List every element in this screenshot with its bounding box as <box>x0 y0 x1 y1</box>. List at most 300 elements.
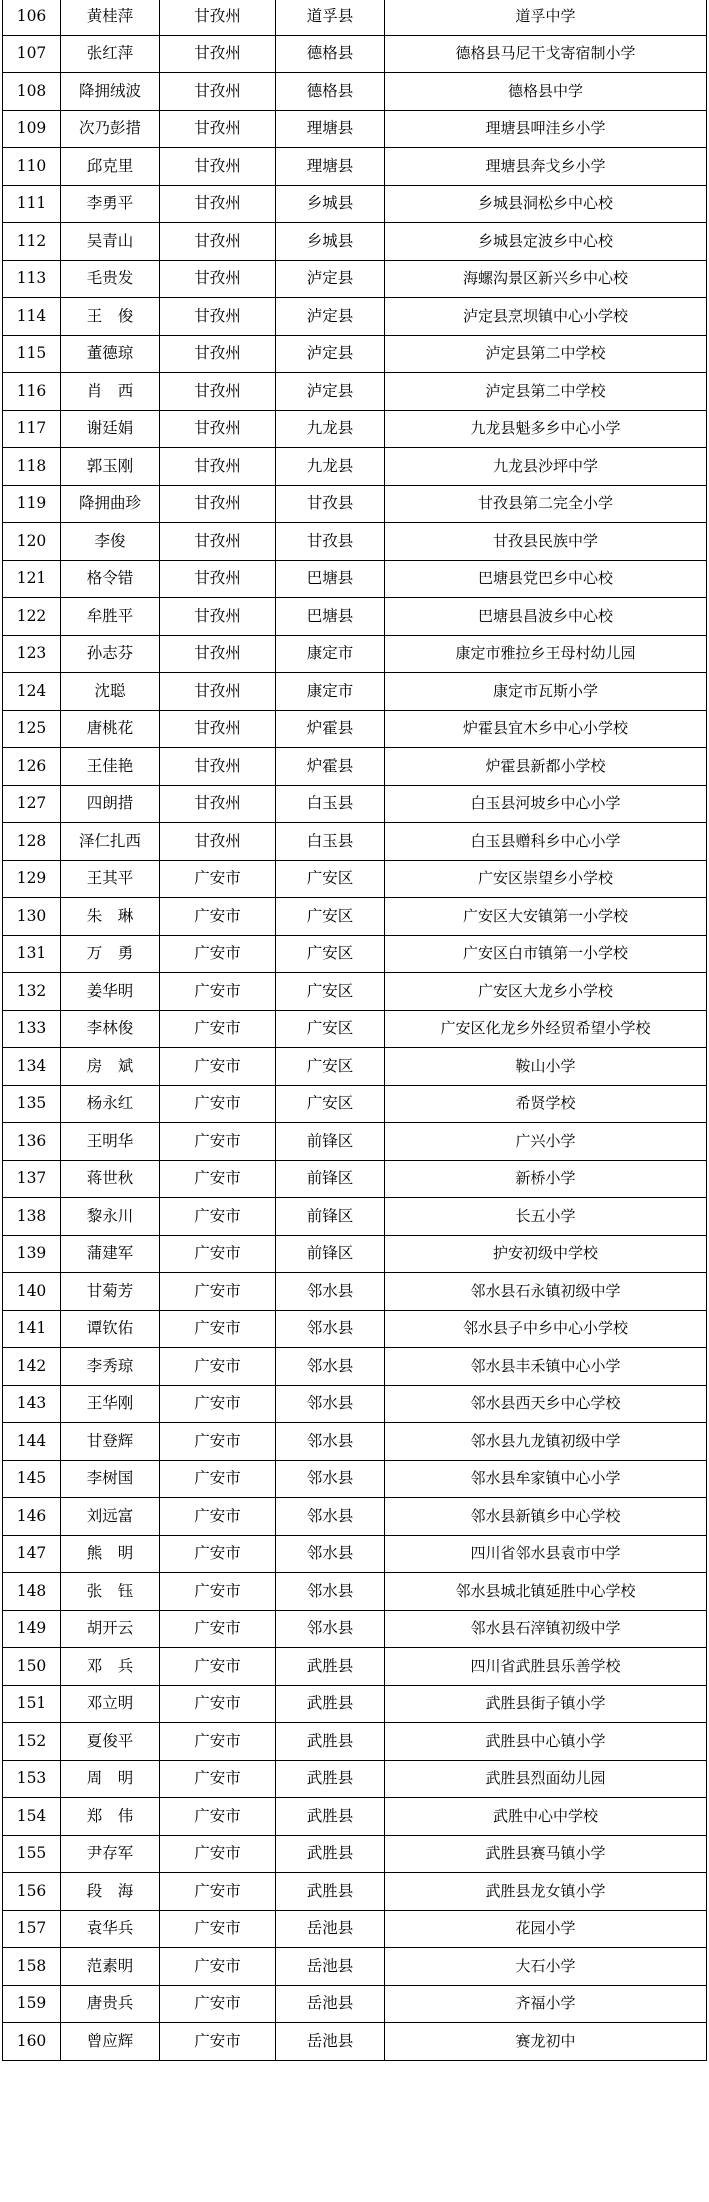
teacher-name-cell: 黄桂萍 <box>61 0 160 35</box>
school-name-cell: 乡城县洞松乡中心校 <box>385 185 707 223</box>
city-prefecture-cell: 甘孜州 <box>160 260 276 298</box>
row-number-cell: 137 <box>3 1160 61 1198</box>
row-number-cell: 109 <box>3 110 61 148</box>
row-number-cell: 140 <box>3 1273 61 1311</box>
city-prefecture-cell: 广安市 <box>160 1948 276 1986</box>
table-row <box>3 260 707 298</box>
school-name-cell: 道孚中学 <box>385 0 707 35</box>
row-number-cell: 116 <box>3 373 61 411</box>
teacher-name-cell: 牟胜平 <box>61 598 160 636</box>
school-name-cell: 武胜县中心镇小学 <box>385 1723 707 1761</box>
school-name-cell: 德格县马尼干戈寄宿制小学 <box>385 35 707 73</box>
city-prefecture-cell: 甘孜州 <box>160 298 276 336</box>
row-number-cell: 135 <box>3 1085 61 1123</box>
school-name-cell: 康定市雅拉乡王母村幼儿园 <box>385 635 707 673</box>
teacher-name-cell: 姜华明 <box>61 973 160 1011</box>
school-name-cell: 广安区大龙乡小学校 <box>385 973 707 1011</box>
county-district-cell: 邻水县 <box>276 1498 385 1536</box>
table-row <box>3 185 707 223</box>
row-number-cell: 122 <box>3 598 61 636</box>
teacher-name-cell: 谢廷娟 <box>61 410 160 448</box>
table-row <box>3 335 707 373</box>
city-prefecture-cell: 广安市 <box>160 935 276 973</box>
teacher-name-cell: 降拥曲珍 <box>61 485 160 523</box>
county-district-cell: 乡城县 <box>276 223 385 261</box>
county-district-cell: 前锋区 <box>276 1123 385 1161</box>
teacher-name-cell: 蒲建军 <box>61 1235 160 1273</box>
school-name-cell: 九龙县沙坪中学 <box>385 448 707 486</box>
teacher-name-cell: 朱 琳 <box>61 898 160 936</box>
row-number-cell: 144 <box>3 1423 61 1461</box>
county-district-cell: 前锋区 <box>276 1160 385 1198</box>
school-name-cell: 白玉县河坡乡中心小学 <box>385 785 707 823</box>
school-name-cell: 九龙县魁多乡中心小学 <box>385 410 707 448</box>
city-prefecture-cell: 广安市 <box>160 1535 276 1573</box>
row-number-cell: 133 <box>3 1010 61 1048</box>
city-prefecture-cell: 广安市 <box>160 1648 276 1686</box>
row-number-cell: 130 <box>3 898 61 936</box>
school-name-cell: 邻水县西天乡中心学校 <box>385 1385 707 1423</box>
city-prefecture-cell: 甘孜州 <box>160 148 276 186</box>
teacher-name-cell: 王其平 <box>61 860 160 898</box>
teacher-name-cell: 房 斌 <box>61 1048 160 1086</box>
city-prefecture-cell: 甘孜州 <box>160 823 276 861</box>
county-district-cell: 乡城县 <box>276 185 385 223</box>
county-district-cell: 武胜县 <box>276 1685 385 1723</box>
teacher-name-cell: 杨永红 <box>61 1085 160 1123</box>
row-number-cell: 126 <box>3 748 61 786</box>
city-prefecture-cell: 广安市 <box>160 898 276 936</box>
county-district-cell: 泸定县 <box>276 260 385 298</box>
county-district-cell: 白玉县 <box>276 785 385 823</box>
row-number-cell: 155 <box>3 1835 61 1873</box>
county-district-cell: 岳池县 <box>276 1948 385 1986</box>
county-district-cell: 邻水县 <box>276 1423 385 1461</box>
table-row <box>3 1573 707 1611</box>
city-prefecture-cell: 广安市 <box>160 1723 276 1761</box>
county-district-cell: 德格县 <box>276 73 385 111</box>
teacher-name-cell: 尹存军 <box>61 1835 160 1873</box>
teacher-name-cell: 邓 兵 <box>61 1648 160 1686</box>
city-prefecture-cell: 甘孜州 <box>160 673 276 711</box>
row-number-cell: 138 <box>3 1198 61 1236</box>
city-prefecture-cell: 甘孜州 <box>160 110 276 148</box>
city-prefecture-cell: 甘孜州 <box>160 785 276 823</box>
city-prefecture-cell: 甘孜州 <box>160 185 276 223</box>
school-name-cell: 理塘县呷洼乡小学 <box>385 110 707 148</box>
county-district-cell: 广安区 <box>276 1085 385 1123</box>
row-number-cell: 158 <box>3 1948 61 1986</box>
table-row <box>3 1685 707 1723</box>
city-prefecture-cell: 广安市 <box>160 1985 276 2023</box>
city-prefecture-cell: 甘孜州 <box>160 73 276 111</box>
teacher-name-cell: 唐桃花 <box>61 710 160 748</box>
table-row <box>3 1160 707 1198</box>
row-number-cell: 117 <box>3 410 61 448</box>
row-number-cell: 121 <box>3 560 61 598</box>
table-row <box>3 1085 707 1123</box>
table-row <box>3 785 707 823</box>
table-row <box>3 1010 707 1048</box>
school-name-cell: 邻水县牟家镇中心小学 <box>385 1460 707 1498</box>
teacher-name-cell: 沈聪 <box>61 673 160 711</box>
teacher-name-cell: 郭玉刚 <box>61 448 160 486</box>
table-row <box>3 73 707 111</box>
table-row <box>3 748 707 786</box>
row-number-cell: 108 <box>3 73 61 111</box>
table-row <box>3 598 707 636</box>
table-row <box>3 1385 707 1423</box>
city-prefecture-cell: 广安市 <box>160 973 276 1011</box>
school-name-cell: 邻水县丰禾镇中心小学 <box>385 1348 707 1386</box>
city-prefecture-cell: 甘孜州 <box>160 523 276 561</box>
city-prefecture-cell: 广安市 <box>160 1910 276 1948</box>
county-district-cell: 岳池县 <box>276 2023 385 2061</box>
teacher-name-cell: 李俊 <box>61 523 160 561</box>
row-number-cell: 132 <box>3 973 61 1011</box>
teacher-name-cell: 吴青山 <box>61 223 160 261</box>
teacher-name-cell: 熊 明 <box>61 1535 160 1573</box>
school-name-cell: 理塘县奔戈乡小学 <box>385 148 707 186</box>
city-prefecture-cell: 广安市 <box>160 1498 276 1536</box>
teacher-name-cell: 胡开云 <box>61 1610 160 1648</box>
school-name-cell: 护安初级中学校 <box>385 1235 707 1273</box>
school-name-cell: 武胜县赛马镇小学 <box>385 1835 707 1873</box>
row-number-cell: 124 <box>3 673 61 711</box>
row-number-cell: 151 <box>3 1685 61 1723</box>
county-district-cell: 武胜县 <box>276 1760 385 1798</box>
teacher-name-cell: 黎永川 <box>61 1198 160 1236</box>
school-name-cell: 广安区崇望乡小学校 <box>385 860 707 898</box>
row-number-cell: 139 <box>3 1235 61 1273</box>
table-row <box>3 635 707 673</box>
school-name-cell: 邻水县城北镇延胜中心学校 <box>385 1573 707 1611</box>
teacher-name-cell: 周 明 <box>61 1760 160 1798</box>
table-row <box>3 1835 707 1873</box>
row-number-cell: 125 <box>3 710 61 748</box>
school-name-cell: 白玉县赠科乡中心小学 <box>385 823 707 861</box>
row-number-cell: 106 <box>3 0 61 35</box>
table-row <box>3 823 707 861</box>
city-prefecture-cell: 甘孜州 <box>160 0 276 35</box>
county-district-cell: 广安区 <box>276 935 385 973</box>
row-number-cell: 128 <box>3 823 61 861</box>
table-row <box>3 373 707 411</box>
table-row <box>3 1798 707 1836</box>
county-district-cell: 炉霍县 <box>276 710 385 748</box>
row-number-cell: 134 <box>3 1048 61 1086</box>
row-number-cell: 118 <box>3 448 61 486</box>
city-prefecture-cell: 甘孜州 <box>160 635 276 673</box>
teacher-name-cell: 王明华 <box>61 1123 160 1161</box>
table-row <box>3 0 707 35</box>
table-row <box>3 1498 707 1536</box>
teacher-name-cell: 谭钦佑 <box>61 1310 160 1348</box>
row-number-cell: 148 <box>3 1573 61 1611</box>
table-row <box>3 298 707 336</box>
county-district-cell: 理塘县 <box>276 148 385 186</box>
teacher-name-cell: 袁华兵 <box>61 1910 160 1948</box>
teacher-name-cell: 李树国 <box>61 1460 160 1498</box>
city-prefecture-cell: 甘孜州 <box>160 35 276 73</box>
row-number-cell: 114 <box>3 298 61 336</box>
city-prefecture-cell: 广安市 <box>160 1685 276 1723</box>
teacher-name-cell: 降拥绒波 <box>61 73 160 111</box>
row-number-cell: 156 <box>3 1873 61 1911</box>
county-district-cell: 邻水县 <box>276 1460 385 1498</box>
school-name-cell: 花园小学 <box>385 1910 707 1948</box>
table-row <box>3 148 707 186</box>
city-prefecture-cell: 甘孜州 <box>160 335 276 373</box>
table-row <box>3 973 707 1011</box>
table-row <box>3 935 707 973</box>
school-name-cell: 广安区白市镇第一小学校 <box>385 935 707 973</box>
city-prefecture-cell: 甘孜州 <box>160 710 276 748</box>
school-name-cell: 巴塘县党巴乡中心校 <box>385 560 707 598</box>
teacher-name-cell: 王佳艳 <box>61 748 160 786</box>
county-district-cell: 广安区 <box>276 1048 385 1086</box>
city-prefecture-cell: 广安市 <box>160 1873 276 1911</box>
school-name-cell: 武胜县烈面幼儿园 <box>385 1760 707 1798</box>
table-row <box>3 485 707 523</box>
city-prefecture-cell: 广安市 <box>160 1160 276 1198</box>
county-district-cell: 邻水县 <box>276 1273 385 1311</box>
table-row <box>3 1198 707 1236</box>
teacher-name-cell: 毛贵发 <box>61 260 160 298</box>
row-number-cell: 120 <box>3 523 61 561</box>
county-district-cell: 武胜县 <box>276 1798 385 1836</box>
city-prefecture-cell: 广安市 <box>160 1235 276 1273</box>
row-number-cell: 110 <box>3 148 61 186</box>
school-name-cell: 鞍山小学 <box>385 1048 707 1086</box>
table-row <box>3 1873 707 1911</box>
row-number-cell: 157 <box>3 1910 61 1948</box>
school-name-cell: 大石小学 <box>385 1948 707 1986</box>
teacher-name-cell: 邱克里 <box>61 148 160 186</box>
teacher-name-cell: 万 勇 <box>61 935 160 973</box>
city-prefecture-cell: 广安市 <box>160 1798 276 1836</box>
county-district-cell: 白玉县 <box>276 823 385 861</box>
teacher-name-cell: 李林俊 <box>61 1010 160 1048</box>
row-number-cell: 147 <box>3 1535 61 1573</box>
teacher-name-cell: 邓立明 <box>61 1685 160 1723</box>
table-row <box>3 110 707 148</box>
city-prefecture-cell: 广安市 <box>160 1760 276 1798</box>
school-name-cell: 炉霍县新都小学校 <box>385 748 707 786</box>
city-prefecture-cell: 广安市 <box>160 1273 276 1311</box>
table-row <box>3 1123 707 1161</box>
city-prefecture-cell: 甘孜州 <box>160 448 276 486</box>
county-district-cell: 炉霍县 <box>276 748 385 786</box>
row-number-cell: 143 <box>3 1385 61 1423</box>
row-number-cell: 145 <box>3 1460 61 1498</box>
table-row <box>3 1723 707 1761</box>
school-name-cell: 邻水县石滓镇初级中学 <box>385 1610 707 1648</box>
county-district-cell: 道孚县 <box>276 0 385 35</box>
teacher-name-cell: 肖 西 <box>61 373 160 411</box>
county-district-cell: 邻水县 <box>276 1610 385 1648</box>
county-district-cell: 邻水县 <box>276 1385 385 1423</box>
table-row <box>3 673 707 711</box>
county-district-cell: 武胜县 <box>276 1723 385 1761</box>
school-name-cell: 邻水县九龙镇初级中学 <box>385 1423 707 1461</box>
county-district-cell: 九龙县 <box>276 410 385 448</box>
county-district-cell: 广安区 <box>276 898 385 936</box>
county-district-cell: 理塘县 <box>276 110 385 148</box>
city-prefecture-cell: 广安市 <box>160 2023 276 2061</box>
table-row <box>3 710 707 748</box>
table-row <box>3 1985 707 2023</box>
school-name-cell: 四川省邻水县袁市中学 <box>385 1535 707 1573</box>
row-number-cell: 113 <box>3 260 61 298</box>
city-prefecture-cell: 广安市 <box>160 1573 276 1611</box>
teacher-name-cell: 郑 伟 <box>61 1798 160 1836</box>
school-name-cell: 赛龙初中 <box>385 2023 707 2061</box>
row-number-cell: 111 <box>3 185 61 223</box>
row-number-cell: 142 <box>3 1348 61 1386</box>
county-district-cell: 泸定县 <box>276 298 385 336</box>
row-number-cell: 159 <box>3 1985 61 2023</box>
city-prefecture-cell: 甘孜州 <box>160 485 276 523</box>
school-name-cell: 泸定县第二中学校 <box>385 373 707 411</box>
school-name-cell: 海螺沟景区新兴乡中心校 <box>385 260 707 298</box>
school-name-cell: 巴塘县昌波乡中心校 <box>385 598 707 636</box>
table-row <box>3 1760 707 1798</box>
row-number-cell: 141 <box>3 1310 61 1348</box>
table-row <box>3 1460 707 1498</box>
table-row <box>3 448 707 486</box>
row-number-cell: 154 <box>3 1798 61 1836</box>
county-district-cell: 巴塘县 <box>276 560 385 598</box>
table-row <box>3 1910 707 1948</box>
county-district-cell: 泸定县 <box>276 335 385 373</box>
row-number-cell: 153 <box>3 1760 61 1798</box>
teacher-name-cell: 李秀琼 <box>61 1348 160 1386</box>
county-district-cell: 邻水县 <box>276 1310 385 1348</box>
table-row <box>3 560 707 598</box>
city-prefecture-cell: 广安市 <box>160 1610 276 1648</box>
county-district-cell: 武胜县 <box>276 1873 385 1911</box>
school-name-cell: 甘孜县民族中学 <box>385 523 707 561</box>
city-prefecture-cell: 广安市 <box>160 1423 276 1461</box>
table-row <box>3 1348 707 1386</box>
school-name-cell: 希贤学校 <box>385 1085 707 1123</box>
county-district-cell: 武胜县 <box>276 1835 385 1873</box>
county-district-cell: 武胜县 <box>276 1648 385 1686</box>
county-district-cell: 广安区 <box>276 860 385 898</box>
city-prefecture-cell: 甘孜州 <box>160 373 276 411</box>
school-name-cell: 长五小学 <box>385 1198 707 1236</box>
county-district-cell: 巴塘县 <box>276 598 385 636</box>
table-row <box>3 1535 707 1573</box>
teacher-name-cell: 范素明 <box>61 1948 160 1986</box>
table-row <box>3 860 707 898</box>
school-name-cell: 甘孜县第二完全小学 <box>385 485 707 523</box>
table-row <box>3 1235 707 1273</box>
city-prefecture-cell: 广安市 <box>160 860 276 898</box>
table-row <box>3 1423 707 1461</box>
county-district-cell: 泸定县 <box>276 373 385 411</box>
school-name-cell: 邻水县新镇乡中心学校 <box>385 1498 707 1536</box>
row-number-cell: 136 <box>3 1123 61 1161</box>
teacher-name-cell: 格令错 <box>61 560 160 598</box>
teacher-name-cell: 张红萍 <box>61 35 160 73</box>
city-prefecture-cell: 广安市 <box>160 1123 276 1161</box>
city-prefecture-cell: 广安市 <box>160 1460 276 1498</box>
teacher-name-cell: 段 海 <box>61 1873 160 1911</box>
county-district-cell: 岳池县 <box>276 1910 385 1948</box>
teacher-name-cell: 孙志芬 <box>61 635 160 673</box>
table-row <box>3 1610 707 1648</box>
school-name-cell: 康定市瓦斯小学 <box>385 673 707 711</box>
teacher-name-cell: 泽仁扎西 <box>61 823 160 861</box>
row-number-cell: 119 <box>3 485 61 523</box>
row-number-cell: 123 <box>3 635 61 673</box>
teacher-name-cell: 唐贵兵 <box>61 1985 160 2023</box>
county-district-cell: 邻水县 <box>276 1348 385 1386</box>
row-number-cell: 129 <box>3 860 61 898</box>
school-name-cell: 齐福小学 <box>385 1985 707 2023</box>
county-district-cell: 岳池县 <box>276 1985 385 2023</box>
teacher-name-cell: 王华刚 <box>61 1385 160 1423</box>
city-prefecture-cell: 广安市 <box>160 1085 276 1123</box>
county-district-cell: 康定市 <box>276 673 385 711</box>
city-prefecture-cell: 广安市 <box>160 1385 276 1423</box>
school-name-cell: 四川省武胜县乐善学校 <box>385 1648 707 1686</box>
row-number-cell: 160 <box>3 2023 61 2061</box>
city-prefecture-cell: 广安市 <box>160 1010 276 1048</box>
county-district-cell: 邻水县 <box>276 1535 385 1573</box>
county-district-cell: 广安区 <box>276 1010 385 1048</box>
school-name-cell: 邻水县子中乡中心小学校 <box>385 1310 707 1348</box>
county-district-cell: 德格县 <box>276 35 385 73</box>
county-district-cell: 甘孜县 <box>276 523 385 561</box>
city-prefecture-cell: 甘孜州 <box>160 560 276 598</box>
row-number-cell: 107 <box>3 35 61 73</box>
roster-body <box>3 0 707 2060</box>
teacher-name-cell: 曾应辉 <box>61 2023 160 2061</box>
table-row <box>3 1310 707 1348</box>
teacher-name-cell: 甘登辉 <box>61 1423 160 1461</box>
school-name-cell: 泸定县烹坝镇中心小学校 <box>385 298 707 336</box>
teacher-roster-table <box>2 0 707 2061</box>
school-name-cell: 广安区大安镇第一小学校 <box>385 898 707 936</box>
teacher-name-cell: 董德琼 <box>61 335 160 373</box>
school-name-cell: 广安区化龙乡外经贸希望小学校 <box>385 1010 707 1048</box>
teacher-name-cell: 李勇平 <box>61 185 160 223</box>
row-number-cell: 146 <box>3 1498 61 1536</box>
county-district-cell: 前锋区 <box>276 1198 385 1236</box>
teacher-name-cell: 王 俊 <box>61 298 160 336</box>
school-name-cell: 武胜县龙女镇小学 <box>385 1873 707 1911</box>
teacher-name-cell: 夏俊平 <box>61 1723 160 1761</box>
city-prefecture-cell: 广安市 <box>160 1835 276 1873</box>
teacher-name-cell: 张 钰 <box>61 1573 160 1611</box>
city-prefecture-cell: 广安市 <box>160 1348 276 1386</box>
county-district-cell: 康定市 <box>276 635 385 673</box>
teacher-name-cell: 次乃彭措 <box>61 110 160 148</box>
table-row <box>3 1273 707 1311</box>
county-district-cell: 前锋区 <box>276 1235 385 1273</box>
school-name-cell: 新桥小学 <box>385 1160 707 1198</box>
school-name-cell: 武胜中心中学校 <box>385 1798 707 1836</box>
city-prefecture-cell: 广安市 <box>160 1310 276 1348</box>
row-number-cell: 149 <box>3 1610 61 1648</box>
table-row <box>3 1948 707 1986</box>
row-number-cell: 152 <box>3 1723 61 1761</box>
county-district-cell: 甘孜县 <box>276 485 385 523</box>
county-district-cell: 广安区 <box>276 973 385 1011</box>
